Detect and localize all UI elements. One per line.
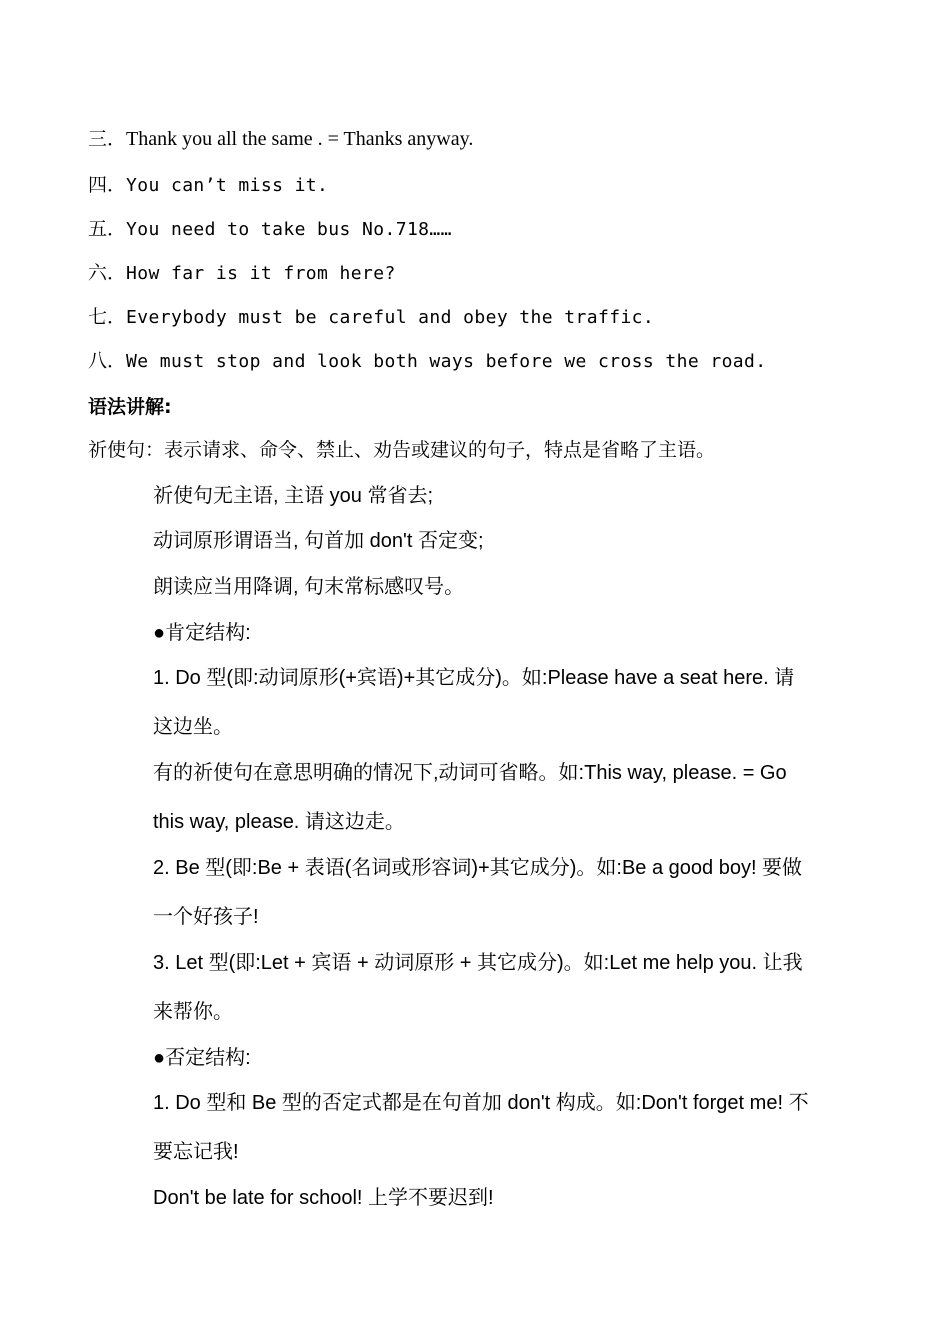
affirmative-heading: ●肯定结构: xyxy=(153,622,251,644)
numbered-item xyxy=(88,258,396,285)
item-number: 八． xyxy=(88,350,127,372)
rule-line: 朗读应当用降调, 句末常标感叹号。 xyxy=(153,576,465,598)
item-number: 五． xyxy=(88,218,127,240)
item-number: 六． xyxy=(88,262,127,284)
rule-line: 动词原形谓语当, 句首加 don't 否定变; xyxy=(153,530,484,552)
example-line: 1. Do 型(即:动词原形(+宾语)+其它成分)。如:Please have a seat here. 请 xyxy=(153,667,795,689)
numbered-item xyxy=(88,214,452,241)
example-line: 1. Do 型和 Be 型的否定式都是在句首加 don't 构成。如:Don't forget me! 不 xyxy=(153,1092,809,1114)
example-line: 要忘记我! xyxy=(153,1141,239,1163)
example-line: 3. Let 型(即:Let + 宾语 + 动词原形 + 其它成分)。如:Let me help you. 让我 xyxy=(153,952,803,974)
example-line: 这边坐。 xyxy=(153,716,233,738)
item-text: You need to take bus No.718…… xyxy=(126,219,452,240)
negative-heading: ●否定结构: xyxy=(153,1047,251,1069)
item-text: Thank you all the same . = Thanks anyway. xyxy=(126,128,474,150)
numbered-item xyxy=(88,302,654,329)
definition-text: 祈使句：表示请求、命令、禁止、劝告或建议的句子，特点是省略了主语。 xyxy=(88,439,716,461)
example-line: this way, please. 请这边走。 xyxy=(153,811,405,833)
example-line: Don't be late for school! 上学不要迟到! xyxy=(153,1187,494,1209)
numbered-item xyxy=(88,170,328,197)
item-text: Everybody must be careful and obey the traffic. xyxy=(126,307,655,328)
example-line: 来帮你。 xyxy=(153,1001,233,1023)
grammar-heading: 语法讲解: xyxy=(88,396,172,418)
rule-line: 祈使句无主语, 主语 you 常省去; xyxy=(153,485,434,507)
numbered-item xyxy=(88,346,767,373)
numbered-item xyxy=(88,124,473,151)
item-text: You can’t miss it. xyxy=(126,175,329,196)
example-line: 一个好孩子! xyxy=(153,906,259,928)
example-line: 有的祈使句在意思明确的情况下,动词可省略。如:This way, please. = Go xyxy=(153,762,787,784)
item-number: 四． xyxy=(88,174,127,196)
item-number: 三． xyxy=(88,128,127,150)
item-text: We must stop and look both ways before we cross the road. xyxy=(126,351,767,372)
item-text: How far is it from here? xyxy=(126,263,396,284)
example-line: 2. Be 型(即:Be + 表语(名词或形容词)+其它成分)。如:Be a good boy! 要做 xyxy=(153,857,803,879)
item-number: 七． xyxy=(88,306,127,328)
